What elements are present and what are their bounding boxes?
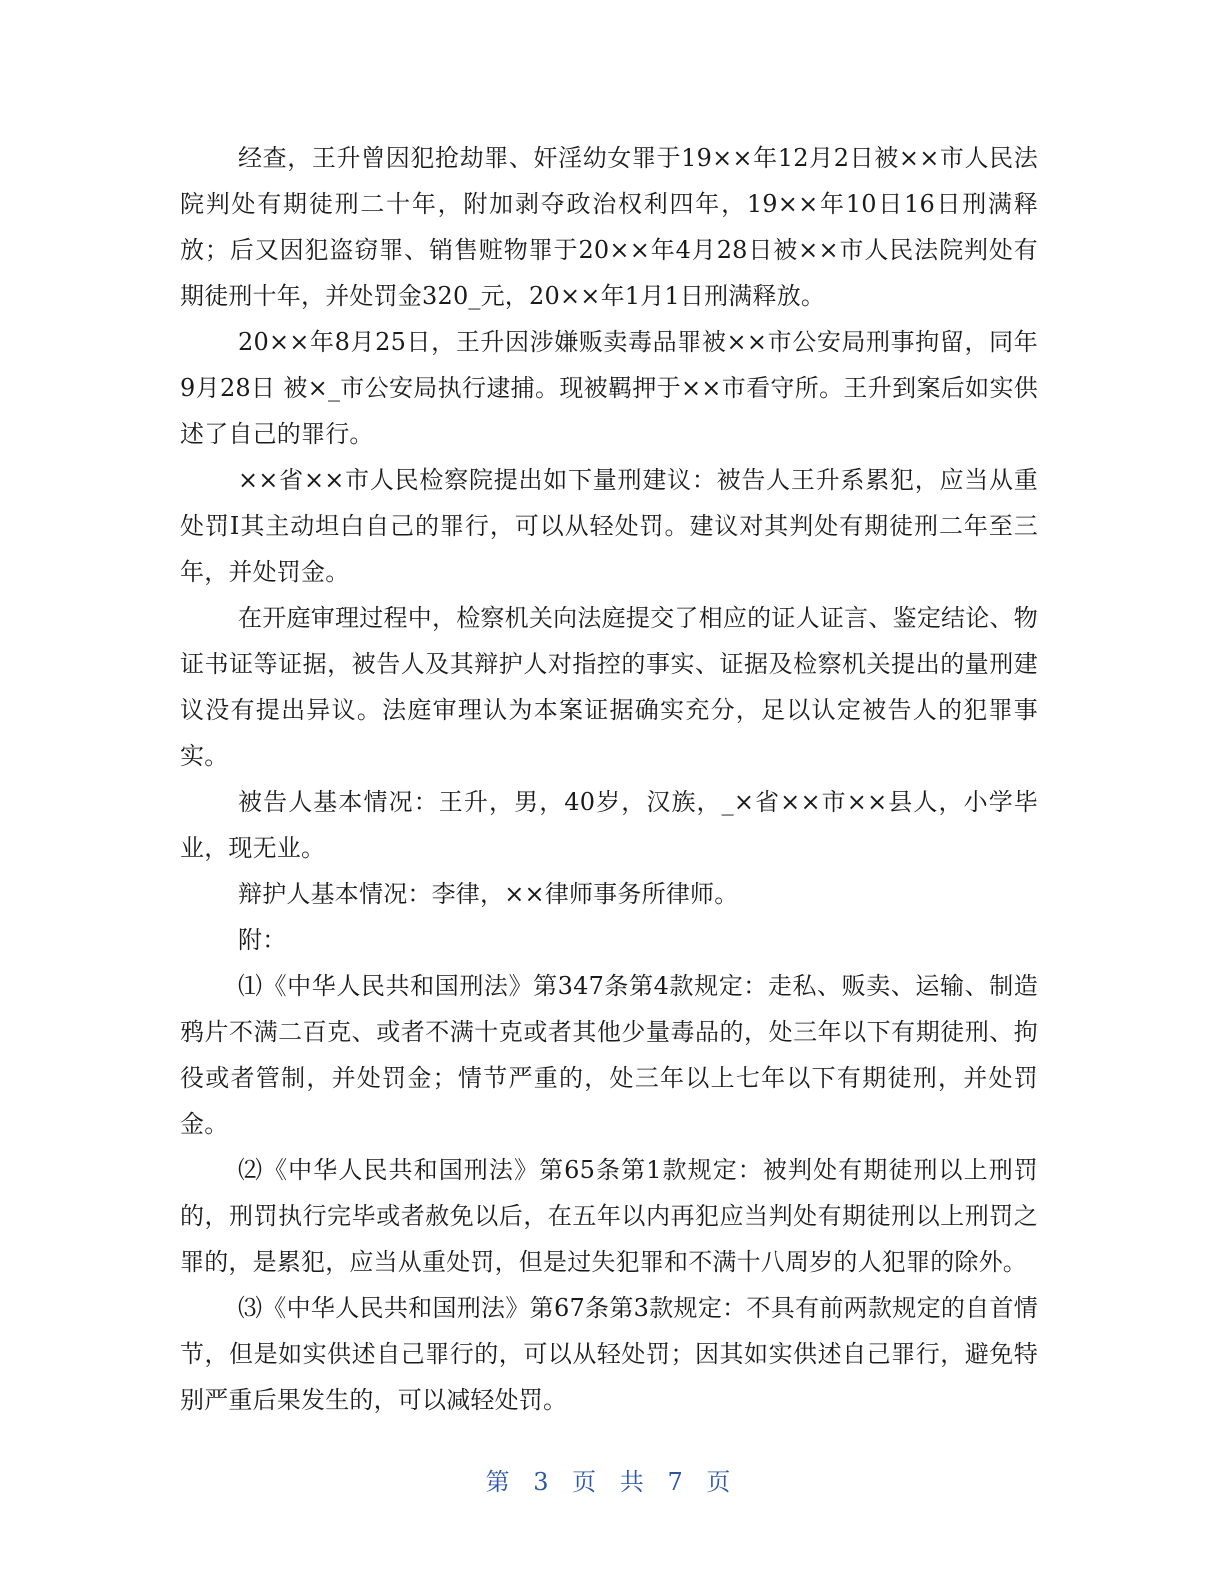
paragraph-law-article-65: ⑵《中华人民共和国刑法》第65条第1款规定：被判处有期徒刑以上刑罚的，刑罚执行完毕或者赦免以后，在五年以内再犯应当判处有期徒刑以上刑罚之罪的，是累犯，应当从重处罚，但是过失犯罪和不满十八周岁的人犯罪的除外。 [180, 1156, 1038, 1276]
paragraph-law-article-347: ⑴《中华人民共和国刑法》第347条第4款规定：走私、贩卖、运输、制造鸦片不满二百克、或者不满十克或者其他少量毒品的，处三年以下有期徒刑、拘役或者管制，并处罚金；情节严重的，处三年以上七年以下有期徒刑，并处罚金。 [180, 972, 1038, 1138]
document-body [180, 135, 1038, 1423]
paragraph-appendix-heading: 附： [238, 926, 287, 954]
paragraph-detention: 20××年8月25日，王升因涉嫌贩卖毒品罪被××市公安局刑事拘留，同年9月28日 被×_市公安局执行逮捕。现被羁押于××市看守所。王升到案后如实供述了自己的罪行。 [180, 328, 1038, 448]
paragraph-sentencing-suggestion: ××省××市人民检察院提出如下量刑建议：被告人王升系累犯，应当从重处罚I其主动坦白自己的罪行，可以从轻处罚。建议对其判处有期徒刑二年至三年，并处罚金。 [180, 466, 1038, 586]
page-number-footer: 第 3 页 共 7 页 [485, 1468, 739, 1496]
paragraph-defendant-info: 被告人基本情况：王升，男，40岁，汉族，_×省××市××县人，小学毕业，现无业。 [180, 788, 1038, 862]
paragraph-criminal-record: 经查，王升曾因犯抢劫罪、奸淫幼女罪于19××年12月2日被××市人民法院判处有期徒刑二十年，附加剥夺政治权利四年，19××年10日16日刑满释放；后又因犯盗窃罪、销售赃物罪于20××年4月28日被××市人民法院判处有期徒刑十年，并处罚金320_元，20××年1月1日刑满释放。 [180, 144, 1038, 310]
paragraph-law-article-67: ⑶《中华人民共和国刑法》第67条第3款规定：不具有前两款规定的自首情节，但是如实供述自己罪行的，可以从轻处罚；因其如实供述自己罪行，避免特别严重后果发生的，可以减轻处罚。 [180, 1294, 1038, 1414]
paragraph-defender-info: 辩护人基本情况：李律，××律师事务所律师。 [238, 880, 739, 908]
paragraph-trial-process: 在开庭审理过程中，检察机关向法庭提交了相应的证人证言、鉴定结论、物证书证等证据，被告人及其辩护人对指控的事实、证据及检察机关提出的量刑建议没有提出异议。法庭审理认为本案证据确实充分，足以认定被告人的犯罪事实。 [180, 604, 1038, 770]
